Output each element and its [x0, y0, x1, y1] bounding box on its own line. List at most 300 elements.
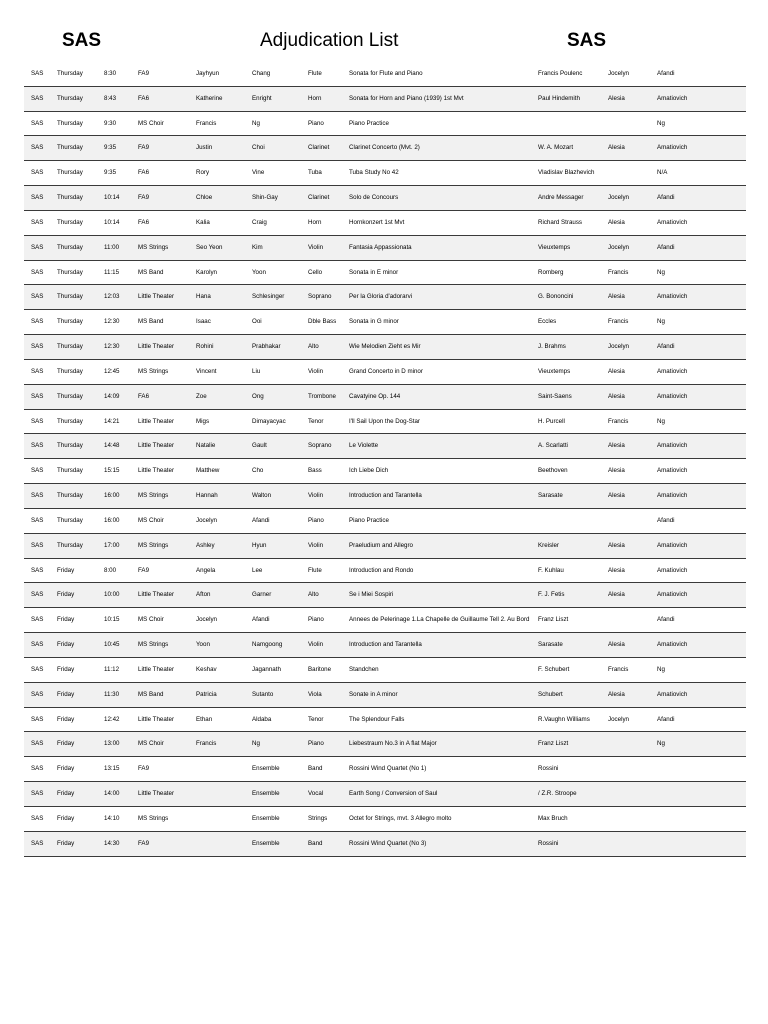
accompanist-cell: Francis	[608, 318, 629, 326]
room-cell: FA6	[138, 169, 150, 177]
composer-cell: Rossini	[538, 839, 559, 847]
instrument-cell: Horn	[308, 218, 322, 226]
school-cell: SAS	[31, 243, 44, 251]
adjudicator-cell: Afandi	[657, 194, 675, 202]
composer-cell: A. Scarlatti	[538, 442, 568, 450]
school-cell: SAS	[31, 293, 44, 301]
room-cell: MS Strings	[138, 641, 169, 649]
school-cell: SAS	[31, 417, 44, 425]
first-name-cell: Migs	[196, 417, 210, 425]
day-cell: Thursday	[57, 169, 83, 177]
accompanist-cell: Jocelyn	[608, 343, 629, 351]
school-cell: SAS	[31, 392, 44, 400]
school-cell: SAS	[31, 94, 44, 102]
table-row	[24, 732, 746, 757]
instrument-cell: Violin	[308, 243, 324, 251]
first-name-cell: Katherine	[196, 94, 223, 102]
composer-cell: Romberg	[538, 268, 564, 276]
piece-cell: The Splendour Falls	[349, 715, 405, 723]
piece-cell: Cavatyine Op. 144	[349, 392, 401, 400]
accompanist-cell: Alesia	[608, 641, 625, 649]
day-cell: Friday	[57, 690, 75, 698]
table-row	[24, 87, 746, 112]
last-name-cell: Namgoong	[252, 641, 283, 649]
adjudicator-cell: Afandi	[657, 715, 675, 723]
piece-cell: Liebestraum No.3 in A flat Major	[349, 740, 437, 748]
first-name-cell: Yoon	[196, 641, 210, 649]
accompanist-cell: Alesia	[608, 566, 625, 574]
time-cell: 8:00	[104, 566, 117, 574]
first-name-cell: Natalie	[196, 442, 216, 450]
last-name-cell: Prabhakar	[252, 343, 281, 351]
composer-cell: W. A. Mozart	[538, 144, 574, 152]
room-cell: FA9	[138, 566, 150, 574]
school-cell: SAS	[31, 318, 44, 326]
room-cell: MS Choir	[138, 740, 164, 748]
table-row	[24, 62, 746, 87]
composer-cell: Max Bruch	[538, 814, 568, 822]
room-cell: MS Strings	[138, 243, 169, 251]
last-name-cell: Cho	[252, 467, 264, 475]
composer-cell: Francis Poulenc	[538, 70, 583, 77]
time-cell: 16:00	[104, 492, 120, 500]
adjudicator-cell: Amatiovich	[657, 591, 688, 599]
adjudicator-cell: Afandi	[657, 343, 675, 351]
day-cell: Friday	[57, 616, 75, 624]
last-name-cell: Kim	[252, 243, 263, 251]
piece-cell: Introduction and Tarantella	[349, 641, 422, 649]
day-cell: Friday	[57, 715, 75, 723]
room-cell: MS Band	[138, 318, 164, 326]
room-cell: Little Theater	[138, 591, 175, 599]
last-name-cell: Afandi	[252, 516, 270, 524]
adjudicator-cell: Afandi	[657, 616, 675, 624]
instrument-cell: Soprano	[308, 293, 332, 301]
day-cell: Thursday	[57, 218, 83, 226]
last-name-cell: Liu	[252, 367, 261, 375]
first-name-cell: Francis	[196, 740, 217, 748]
room-cell: Little Theater	[138, 343, 175, 351]
time-cell: 11:15	[104, 268, 120, 276]
accompanist-cell: Alesia	[608, 144, 625, 152]
adjudicator-cell: Amatiovich	[657, 144, 688, 152]
piece-cell: Per la Gloria d'adorarvi	[349, 293, 413, 301]
school-cell: SAS	[31, 566, 44, 574]
room-cell: FA6	[138, 94, 150, 102]
piece-cell: Fantasia Appassionata	[349, 243, 412, 251]
room-cell: MS Choir	[138, 516, 164, 524]
school-cell: SAS	[31, 616, 44, 624]
adjudicator-cell: Amatiovich	[657, 218, 688, 226]
last-name-cell: Ensemble	[252, 814, 280, 822]
last-name-cell: Aldaba	[252, 715, 272, 723]
time-cell: 10:00	[104, 591, 120, 599]
table-row	[24, 832, 746, 857]
last-name-cell: Garner	[252, 591, 272, 599]
day-cell: Thursday	[57, 467, 83, 475]
adjudicator-cell: Amatiovich	[657, 367, 688, 375]
composer-cell: Richard Strauss	[538, 218, 583, 226]
school-cell: SAS	[31, 839, 44, 847]
instrument-cell: Vocal	[308, 790, 324, 798]
instrument-cell: Dble Bass	[308, 318, 337, 326]
day-cell: Thursday	[57, 70, 83, 77]
composer-cell: F. Kuhlau	[538, 566, 564, 574]
adjudicator-cell: Amatiovich	[657, 541, 688, 549]
room-cell: MS Choir	[138, 119, 164, 127]
school-cell: SAS	[31, 516, 44, 524]
day-cell: Thursday	[57, 243, 83, 251]
school-cell: SAS	[31, 467, 44, 475]
table-row	[24, 285, 746, 310]
time-cell: 14:48	[104, 442, 120, 450]
accompanist-cell: Alesia	[608, 94, 625, 102]
time-cell: 14:30	[104, 839, 120, 847]
time-cell: 13:00	[104, 740, 120, 748]
first-name-cell: Chloe	[196, 194, 213, 202]
table-row	[24, 757, 746, 782]
adjudicator-cell: Amatiovich	[657, 492, 688, 500]
school-cell: SAS	[31, 641, 44, 649]
instrument-cell: Tuba	[308, 169, 322, 177]
table-row	[24, 385, 746, 410]
accompanist-cell: Alesia	[608, 541, 625, 549]
day-cell: Friday	[57, 665, 75, 673]
room-cell: FA9	[138, 70, 150, 77]
first-name-cell: Keshav	[196, 665, 217, 673]
piece-cell: Sonate in A minor	[349, 690, 398, 698]
last-name-cell: Enright	[252, 94, 272, 102]
piece-cell: Sonata for Horn and Piano (1939) 1st Mvt	[349, 94, 464, 102]
accompanist-cell: Jocelyn	[608, 194, 629, 202]
room-cell: FA9	[138, 765, 150, 773]
composer-cell: Rossini	[538, 765, 559, 773]
school-cell: SAS	[31, 765, 44, 773]
time-cell: 12:42	[104, 715, 120, 723]
table-row	[24, 186, 746, 211]
school-cell: SAS	[31, 740, 44, 748]
instrument-cell: Piano	[308, 740, 324, 748]
day-cell: Thursday	[57, 442, 83, 450]
accompanist-cell: Alesia	[608, 293, 625, 301]
piece-cell: Sonata in E minor	[349, 268, 399, 276]
table-row	[24, 484, 746, 509]
school-cell: SAS	[31, 790, 44, 798]
table-row	[24, 807, 746, 832]
table-row	[24, 509, 746, 534]
day-cell: Thursday	[57, 343, 83, 351]
header-left-label: SAS	[62, 30, 102, 51]
adjudicator-cell: Ng	[657, 318, 665, 326]
last-name-cell: Schlesinger	[252, 293, 285, 301]
last-name-cell: Gault	[252, 442, 267, 450]
adjudicator-cell: Ng	[657, 665, 665, 673]
time-cell: 10:15	[104, 616, 120, 624]
first-name-cell: Ashley	[196, 541, 215, 549]
composer-cell: Franz Liszt	[538, 616, 569, 624]
instrument-cell: Bass	[308, 467, 322, 475]
room-cell: MS Band	[138, 690, 164, 698]
adjudicator-cell: Amatiovich	[657, 94, 688, 102]
time-cell: 11:30	[104, 690, 120, 698]
time-cell: 14:00	[104, 790, 120, 798]
first-name-cell: Karolyn	[196, 268, 217, 276]
accompanist-cell: Alesia	[608, 392, 625, 400]
room-cell: Little Theater	[138, 417, 175, 425]
instrument-cell: Trombone	[308, 392, 336, 400]
first-name-cell: Rory	[196, 169, 210, 177]
instrument-cell: Clarinet	[308, 144, 330, 152]
first-name-cell: Vincent	[196, 367, 217, 375]
instrument-cell: Violin	[308, 541, 324, 549]
time-cell: 9:35	[104, 169, 117, 177]
piece-cell: Rossini Wind Quartet (No 1)	[349, 765, 427, 773]
room-cell: FA6	[138, 218, 150, 226]
school-cell: SAS	[31, 367, 44, 375]
piece-cell: Le Violette	[349, 442, 379, 450]
table-row	[24, 360, 746, 385]
adjudicator-cell: Ng	[657, 268, 665, 276]
piece-cell: Clarinet Concerto (Mvt. 2)	[349, 144, 420, 152]
composer-cell: Vladislav Blazhevich	[538, 169, 595, 177]
school-cell: SAS	[31, 70, 44, 77]
adjudicator-cell: Amatiovich	[657, 690, 688, 698]
day-cell: Thursday	[57, 492, 83, 500]
table-row	[24, 211, 746, 236]
last-name-cell: Yoon	[252, 268, 266, 276]
room-cell: FA9	[138, 144, 150, 152]
last-name-cell: Ensemble	[252, 839, 280, 847]
first-name-cell: Jocelyn	[196, 516, 217, 524]
day-cell: Thursday	[57, 516, 83, 524]
table-row	[24, 683, 746, 708]
adjudicator-cell: Amatiovich	[657, 293, 688, 301]
time-cell: 12:03	[104, 293, 120, 301]
last-name-cell: Shin-Gay	[252, 194, 278, 202]
page-header	[0, 30, 768, 56]
first-name-cell: Francis	[196, 119, 217, 127]
room-cell: Little Theater	[138, 790, 175, 798]
adjudicator-cell: Afandi	[657, 70, 675, 77]
school-cell: SAS	[31, 268, 44, 276]
time-cell: 14:21	[104, 417, 120, 425]
first-name-cell: Justin	[196, 144, 213, 152]
first-name-cell: Kalia	[196, 218, 210, 226]
table-row	[24, 410, 746, 435]
school-cell: SAS	[31, 492, 44, 500]
school-cell: SAS	[31, 665, 44, 673]
table-row	[24, 310, 746, 335]
instrument-cell: Violin	[308, 641, 324, 649]
instrument-cell: Alto	[308, 343, 319, 351]
room-cell: MS Strings	[138, 814, 169, 822]
day-cell: Friday	[57, 591, 75, 599]
piece-cell: Piano Practice	[349, 516, 389, 524]
table-row	[24, 161, 746, 186]
header-right-label: SAS	[567, 30, 607, 51]
composer-cell: H. Purcell	[538, 417, 565, 425]
table-row	[24, 261, 746, 286]
table-row	[24, 559, 746, 584]
composer-cell: Vieuxtemps	[538, 243, 571, 251]
accompanist-cell: Francis	[608, 417, 629, 425]
table-row	[24, 608, 746, 633]
piece-cell: Introduction and Rondo	[349, 566, 414, 574]
adjudicator-cell: Ng	[657, 417, 665, 425]
day-cell: Friday	[57, 790, 75, 798]
school-cell: SAS	[31, 194, 44, 202]
last-name-cell: Choi	[252, 144, 265, 152]
first-name-cell: Matthew	[196, 467, 220, 475]
time-cell: 9:35	[104, 144, 117, 152]
last-name-cell: Afandi	[252, 616, 270, 624]
last-name-cell: Dimayacyac	[252, 417, 286, 425]
instrument-cell: Horn	[308, 94, 322, 102]
instrument-cell: Clarinet	[308, 194, 330, 202]
table-row	[24, 633, 746, 658]
time-cell: 14:09	[104, 392, 120, 400]
piece-cell: Introduction and Tarantella	[349, 492, 422, 500]
day-cell: Thursday	[57, 367, 83, 375]
time-cell: 12:30	[104, 343, 120, 351]
table-row	[24, 335, 746, 360]
instrument-cell: Piano	[308, 119, 324, 127]
table-row	[24, 583, 746, 608]
last-name-cell: Vine	[252, 169, 265, 177]
composer-cell: Schubert	[538, 690, 563, 698]
piece-cell: Octet for Strings, mvt. 3 Allegro molto	[349, 814, 452, 822]
accompanist-cell: Francis	[608, 665, 629, 673]
last-name-cell: Lee	[252, 566, 263, 574]
room-cell: Little Theater	[138, 715, 175, 723]
time-cell: 16:00	[104, 516, 120, 524]
school-cell: SAS	[31, 119, 44, 127]
piece-cell: Hornkonzert 1st Mvt	[349, 218, 405, 226]
room-cell: MS Band	[138, 268, 164, 276]
last-name-cell: Ong	[252, 392, 264, 400]
composer-cell: G. Bononcini	[538, 293, 574, 301]
page-title: Adjudication List	[260, 30, 399, 51]
last-name-cell: Ensemble	[252, 765, 280, 773]
composer-cell: J. Brahms	[538, 343, 566, 351]
piece-cell: Earth Song / Conversion of Saul	[349, 790, 438, 798]
school-cell: SAS	[31, 144, 44, 152]
last-name-cell: Craig	[252, 218, 267, 226]
day-cell: Thursday	[57, 293, 83, 301]
table-row	[24, 658, 746, 683]
instrument-cell: Baritone	[308, 665, 332, 673]
last-name-cell: Ng	[252, 119, 260, 127]
room-cell: Little Theater	[138, 293, 175, 301]
piece-cell: Ich Liebe Dich	[349, 467, 389, 475]
piece-cell: Praeludium and Allegro	[349, 541, 413, 549]
table-row	[24, 782, 746, 807]
day-cell: Thursday	[57, 318, 83, 326]
time-cell: 10:14	[104, 218, 120, 226]
school-cell: SAS	[31, 814, 44, 822]
adjudicator-cell: Ng	[657, 119, 665, 127]
instrument-cell: Tenor	[308, 417, 324, 425]
school-cell: SAS	[31, 442, 44, 450]
room-cell: FA9	[138, 839, 150, 847]
accompanist-cell: Francis	[608, 268, 629, 276]
day-cell: Thursday	[57, 94, 83, 102]
day-cell: Thursday	[57, 417, 83, 425]
instrument-cell: Viola	[308, 690, 322, 698]
time-cell: 13:15	[104, 765, 120, 773]
accompanist-cell: Alesia	[608, 367, 625, 375]
school-cell: SAS	[31, 343, 44, 351]
adjudicator-cell: Amatiovich	[657, 442, 688, 450]
piece-cell: Tuba Study No 42	[349, 169, 399, 177]
day-cell: Friday	[57, 566, 75, 574]
first-name-cell: Seo Yeon	[196, 243, 223, 251]
accompanist-cell: Alesia	[608, 218, 625, 226]
instrument-cell: Soprano	[308, 442, 332, 450]
first-name-cell: Angela	[196, 566, 216, 574]
accompanist-cell: Jocelyn	[608, 715, 629, 723]
accompanist-cell: Alesia	[608, 442, 625, 450]
table-row	[24, 112, 746, 137]
room-cell: Little Theater	[138, 665, 175, 673]
day-cell: Friday	[57, 814, 75, 822]
accompanist-cell: Jocelyn	[608, 243, 629, 251]
last-name-cell: Ensemble	[252, 790, 280, 798]
piece-cell: Sonata in G minor	[349, 318, 399, 326]
first-name-cell: Patricia	[196, 690, 217, 698]
composer-cell: Paul Hindemith	[538, 94, 580, 102]
table-row	[24, 459, 746, 484]
accompanist-cell: Alesia	[608, 690, 625, 698]
day-cell: Thursday	[57, 119, 83, 127]
instrument-cell: Band	[308, 765, 323, 773]
time-cell: 10:45	[104, 641, 120, 649]
last-name-cell: Jagannath	[252, 665, 281, 673]
table-row	[24, 236, 746, 261]
time-cell: 12:45	[104, 367, 120, 375]
first-name-cell: Ethan	[196, 715, 213, 723]
time-cell: 8:30	[104, 70, 117, 77]
day-cell: Thursday	[57, 194, 83, 202]
time-cell: 9:30	[104, 119, 117, 127]
time-cell: 12:30	[104, 318, 120, 326]
table-row	[24, 136, 746, 161]
adjudicator-cell: Ng	[657, 740, 665, 748]
instrument-cell: Violin	[308, 492, 324, 500]
time-cell: 10:14	[104, 194, 120, 202]
time-cell: 15:15	[104, 467, 120, 475]
instrument-cell: Cello	[308, 268, 323, 276]
school-cell: SAS	[31, 218, 44, 226]
instrument-cell: Alto	[308, 591, 319, 599]
time-cell: 14:10	[104, 814, 120, 822]
first-name-cell: Jayhyun	[196, 70, 220, 77]
table-row	[24, 534, 746, 559]
last-name-cell: Chang	[252, 70, 271, 77]
day-cell: Thursday	[57, 144, 83, 152]
adjudicator-cell: Afandi	[657, 516, 675, 524]
composer-cell: / Z.R. Stroope	[538, 790, 577, 798]
adjudicator-cell: Afandi	[657, 243, 675, 251]
composer-cell: Vieuxtemps	[538, 367, 571, 375]
school-cell: SAS	[31, 169, 44, 177]
accompanist-cell: Jocelyn	[608, 70, 629, 77]
school-cell: SAS	[31, 591, 44, 599]
instrument-cell: Flute	[308, 566, 322, 574]
day-cell: Thursday	[57, 541, 83, 549]
accompanist-cell: Alesia	[608, 591, 625, 599]
room-cell: Little Theater	[138, 467, 175, 475]
